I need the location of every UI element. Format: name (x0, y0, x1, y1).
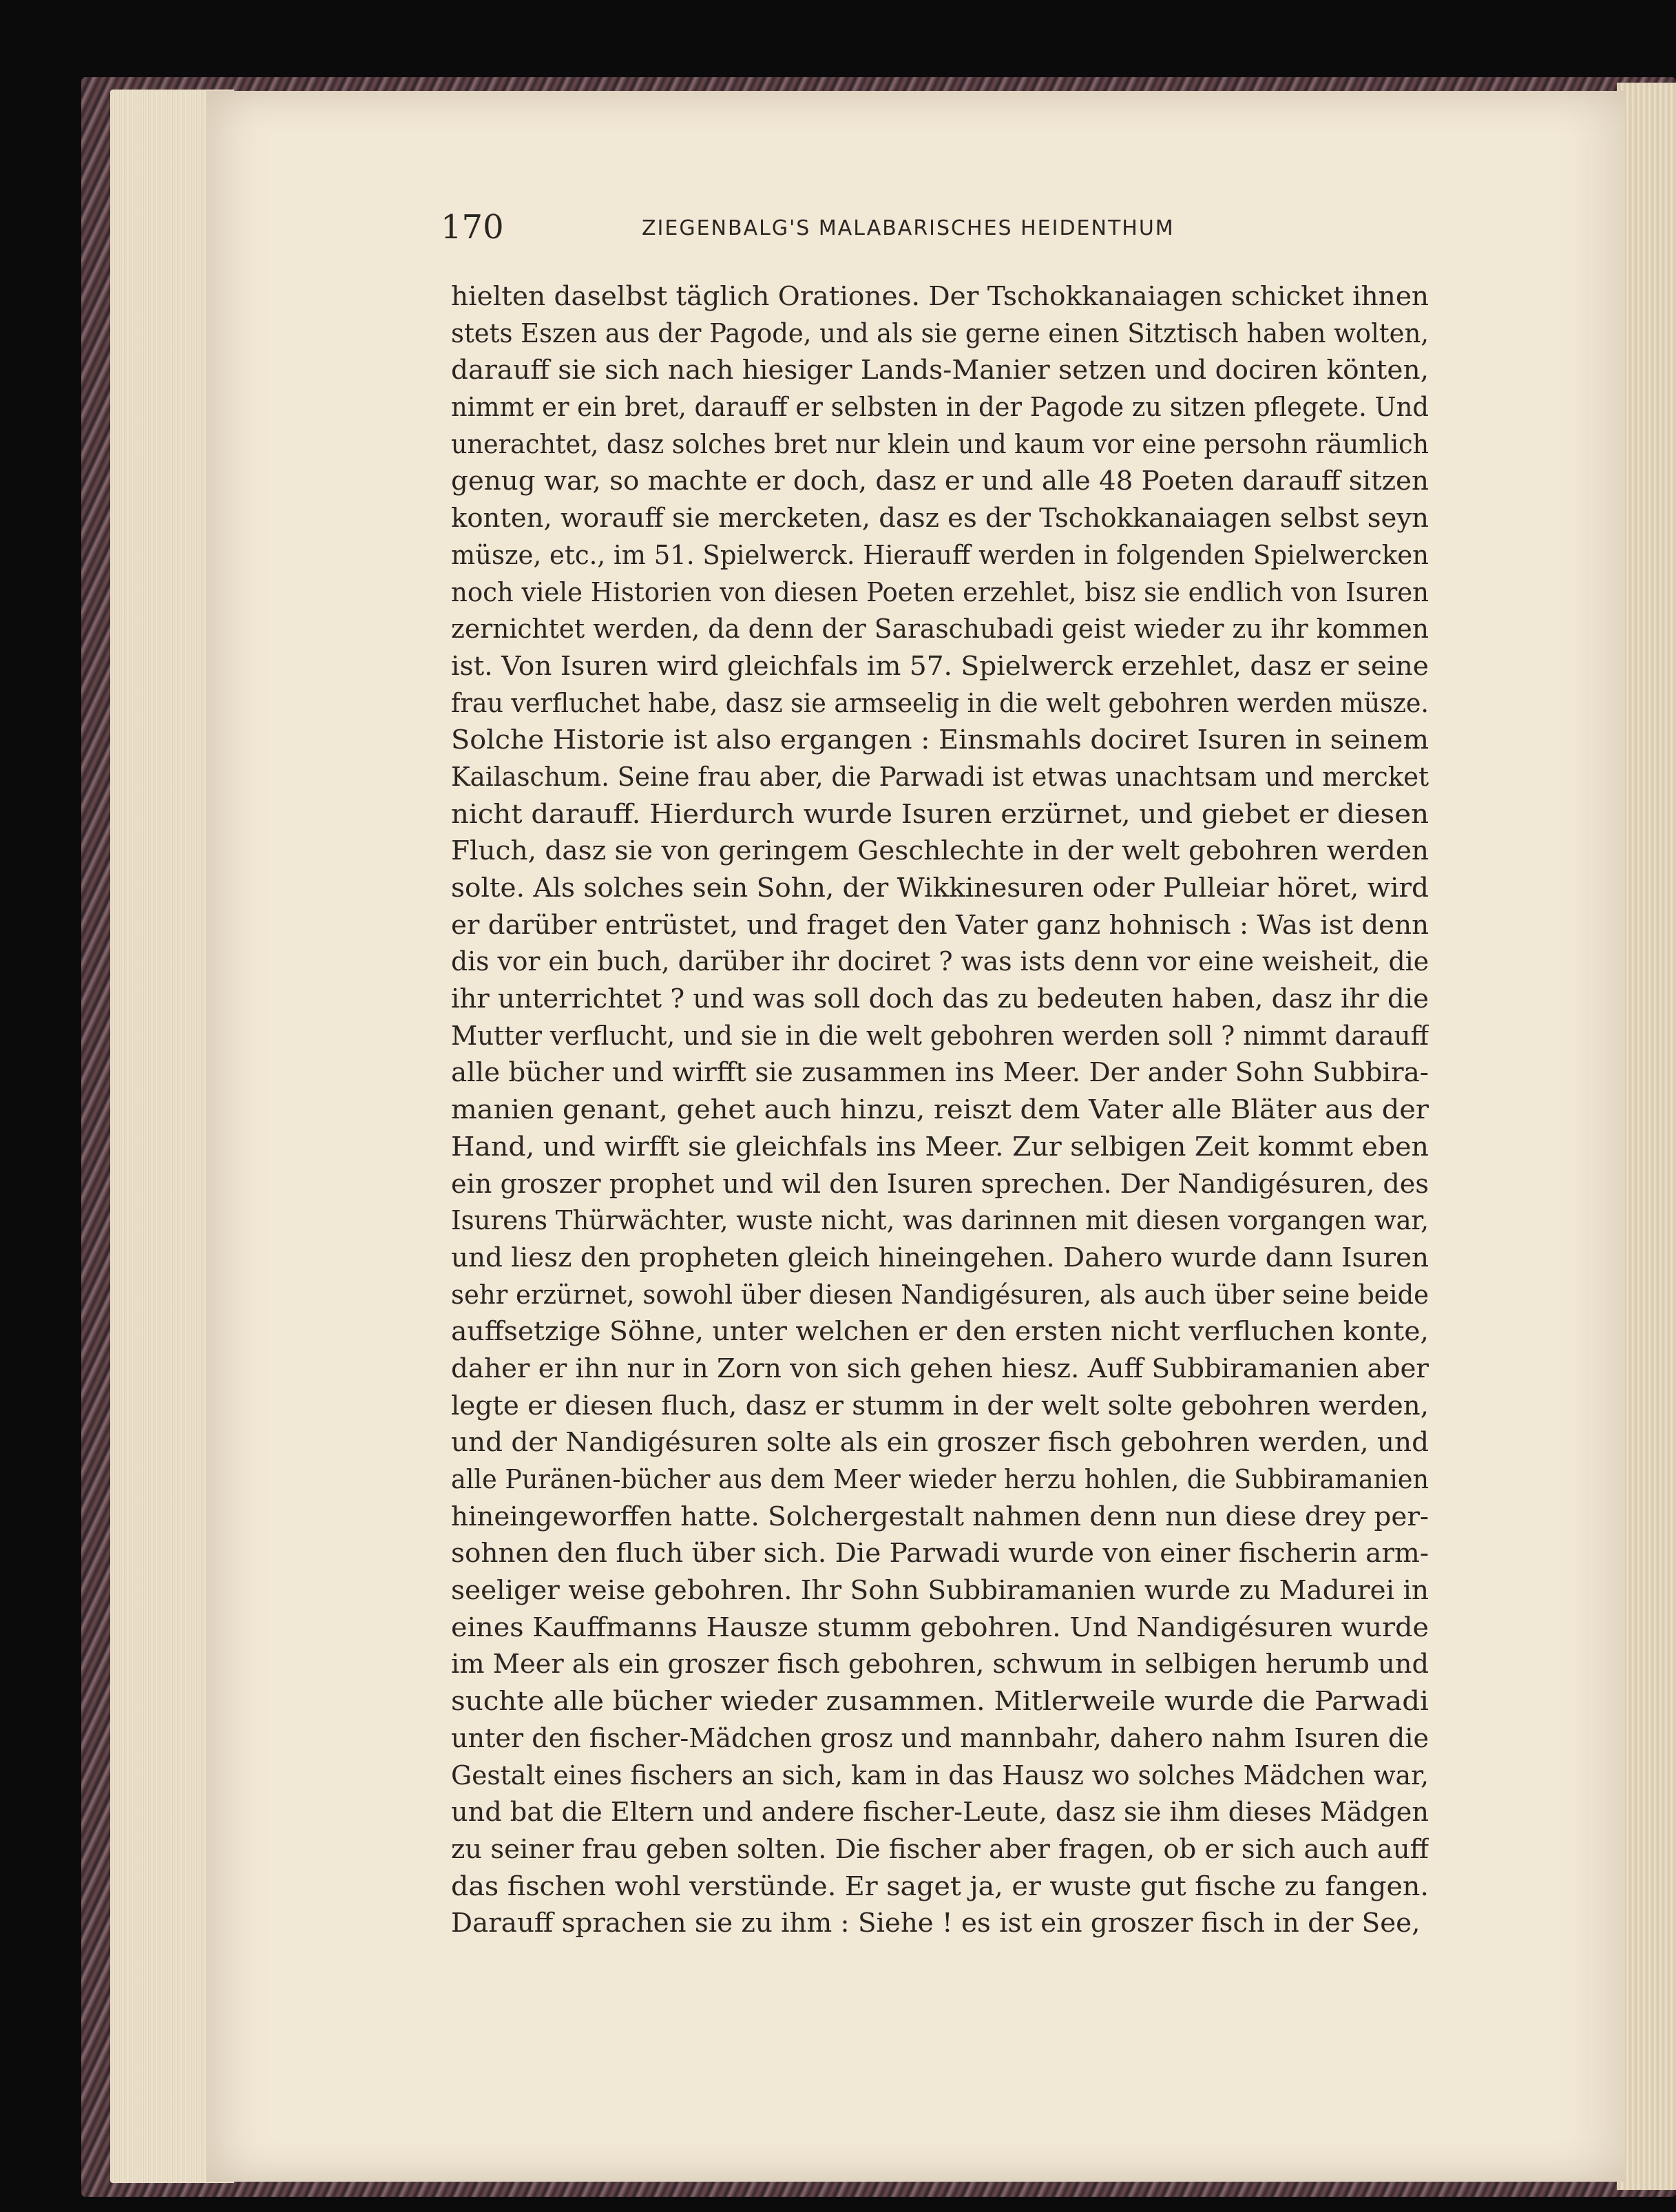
text-line (451, 943, 1429, 981)
text-line-content: darauff sie sich nach hiesiger Lands-Manier setzen und dociren könten, (451, 355, 1429, 386)
page-stack-right (1617, 83, 1676, 2190)
text-line-content: suchte alle bücher wieder zusammen. Mitlerweile wurde die Parwadi (451, 1686, 1429, 1717)
text-line (451, 1757, 1429, 1795)
text-line-content: Mutter verflucht, und sie in die welt gebohren werden soll ? nimmt darauff (451, 1020, 1429, 1051)
text-line (451, 1240, 1429, 1277)
text-line (451, 1018, 1429, 1055)
running-head: ZIEGENBALG'S MALABARISCHES HEIDENTHUM (642, 216, 1175, 240)
text-line-content: ihr unterrichtet ? und was soll doch das zu bedeuten haben, dasz ihr die (451, 983, 1429, 1014)
text-line (451, 870, 1429, 907)
text-line-content: sohnen den fluch über sich. Die Parwadi wurde von einer fischerin arm- (451, 1538, 1429, 1569)
text-line (451, 1350, 1429, 1388)
text-line (451, 685, 1429, 722)
text-line (451, 1794, 1429, 1831)
text-line-content: daher er ihn nur in Zorn von sich gehen hiesz. Auff Subbiramanien aber (451, 1353, 1429, 1384)
text-line-content: nicht darauff. Hierdurch wurde Isuren erzürnet, und giebet er diesen (451, 798, 1429, 829)
text-line-content: Isurens Thürwächter, wuste nicht, was darinnen mit diesen vorgangen war, (451, 1205, 1429, 1236)
text-line (451, 1388, 1429, 1425)
text-line (451, 1609, 1429, 1647)
text-line-content: legte er diesen fluch, dasz er stumm in der welt solte gebohren werden, (451, 1390, 1429, 1421)
text-line (451, 426, 1429, 463)
text-line-content: Fluch, dasz sie von geringem Geschlechte in der welt gebohren werden (451, 835, 1429, 866)
text-line (451, 315, 1429, 353)
text-line-content: im Meer als ein groszer fisch gebohren, schwum in selbigen herumb und (451, 1649, 1429, 1680)
text-line (451, 648, 1429, 685)
text-line (451, 1313, 1429, 1350)
text-line-content: solte. Als solches sein Sohn, der Wikkinesuren oder Pulleiar höret, wird (451, 873, 1429, 903)
text-line (451, 1166, 1429, 1203)
text-line-content: unerachtet, dasz solches bret nur klein und kaum vor eine persohn räumlich (451, 428, 1429, 459)
page-number: 170 (441, 208, 504, 247)
body-text (451, 278, 1429, 1942)
text-line-content: ein groszer prophet und wil den Isuren sprechen. Der Nandigésuren, des (451, 1168, 1429, 1199)
text-line-content: er darüber entrüstet, und fraget den Vater ganz hohnisch : Was ist denn (451, 909, 1429, 940)
text-line (451, 1129, 1429, 1166)
text-line (451, 796, 1429, 833)
text-line (451, 1683, 1429, 1720)
text-line-content: das fischen wohl verstünde. Er saget ja, er wuste gut fische zu fangen. (451, 1870, 1429, 1901)
text-line (451, 1499, 1429, 1536)
text-line (451, 907, 1429, 944)
text-line (451, 1054, 1429, 1092)
text-line-content: frau verfluchet habe, dasz sie armseelig in die welt gebohren werden müsze. (451, 687, 1429, 718)
text-line-content: alle bücher und wirfft sie zusammen ins Meer. Der ander Sohn Subbira- (451, 1057, 1429, 1088)
text-line-content: unter den fischer-Mädchen grosz und mannbahr, dahero nahm Isuren die (451, 1722, 1429, 1753)
text-line-content: noch viele Historien von diesen Poeten erzehlet, bisz sie endlich von Isuren (451, 576, 1429, 607)
text-line (451, 1277, 1429, 1314)
text-line-content: sehr erzürnet, sowohl über diesen Nandigésuren, als auch über seine beide (451, 1279, 1429, 1310)
text-line-content: Solche Historie ist also ergangen : Einsmahls dociret Isuren in seinem (451, 724, 1429, 755)
text-line (451, 759, 1429, 796)
text-line (451, 389, 1429, 426)
text-line-content: eines Kauffmanns Hausze stumm gebohren. Und Nandigésuren wurde (451, 1611, 1429, 1642)
text-line (451, 1202, 1429, 1240)
text-line-content: und bat die Eltern und andere fischer-Leute, dasz sie ihm dieses Mädgen (451, 1797, 1429, 1828)
text-line-content: hielten daselbst täglich Orationes. Der Tschokkanaiagen schicket ihnen (451, 281, 1429, 311)
text-line-content: Darauff sprachen sie zu ihm : Siehe ! es ist ein groszer fisch in der See, (451, 1908, 1421, 1939)
text-line-content: genug war, so machte er doch, dasz er und alle 48 Poeten darauff sitzen (451, 466, 1429, 497)
text-line (451, 1535, 1429, 1572)
text-line (451, 500, 1429, 537)
text-line-content: ist. Von Isuren wird gleichfals im 57. Spielwerck erzehlet, dasz er seine (451, 650, 1429, 681)
text-line (451, 574, 1429, 612)
text-line (451, 833, 1429, 870)
text-line (451, 1424, 1429, 1461)
text-line-content: alle Puränen-bücher aus dem Meer wieder herzu hohlen, die Subbiramanien (451, 1464, 1429, 1494)
text-line-content: müsze, etc., im 51. Spielwerck. Hierauff werden in folgenden Spielwercken (451, 539, 1429, 570)
text-line-content: Gestalt eines fischers an sich, kam in das Hausz wo solches Mädchen war, (451, 1760, 1429, 1791)
text-line (451, 1092, 1429, 1129)
text-line-content: Kailaschum. Seine frau aber, die Parwadi ist etwas unachtsam und mercket (451, 761, 1429, 792)
text-line (451, 1905, 1429, 1942)
text-line-content: stets Eszen aus der Pagode, und als sie gerne einen Sitztisch haben wolten, (451, 317, 1429, 348)
text-line-content: dis vor ein buch, darüber ihr dociret ? was ists denn vor eine weisheit, die (451, 946, 1429, 977)
text-line-content: Hand, und wirfft sie gleichfals ins Meer. Zur selbigen Zeit kommt eben (451, 1131, 1429, 1162)
text-line-content: und der Nandigésuren solte als ein groszer fisch gebohren werden, und (451, 1427, 1429, 1458)
text-line (451, 352, 1429, 389)
text-line (451, 981, 1429, 1018)
text-line (451, 1572, 1429, 1609)
text-line (451, 1720, 1429, 1757)
text-line (451, 1831, 1429, 1868)
text-line (451, 278, 1429, 315)
text-line-content: auffsetzige Söhne, unter welchen er den ersten nicht verfluchen konte, (451, 1316, 1429, 1347)
text-line-content: zu seiner frau geben solten. Die fischer aber fragen, ob er sich auch auff (451, 1833, 1429, 1864)
text-line (451, 463, 1429, 500)
text-line-content: und liesz den propheten gleich hineingehen. Dahero wurde dann Isuren (451, 1242, 1429, 1273)
text-line-content: manien genant, gehet auch hinzu, reiszt dem Vater alle Bläter aus der (451, 1094, 1429, 1125)
text-line (451, 611, 1429, 648)
text-line-content: hineingeworffen hatte. Solchergestalt nahmen denn nun diese drey per- (451, 1501, 1429, 1532)
text-line (451, 1868, 1429, 1906)
page-header (441, 201, 1418, 256)
text-line (451, 722, 1429, 759)
text-line (451, 537, 1429, 574)
text-line-content: zernichtet werden, da denn der Saraschubadi geist wieder zu ihr kommen (451, 614, 1429, 645)
text-line-content: konten, worauff sie mercketen, dasz es der Tschokkanaiagen selbst seyn (451, 503, 1429, 534)
text-line-content: seeliger weise gebohren. Ihr Sohn Subbiramanien wurde zu Madurei in (451, 1575, 1429, 1606)
text-line (451, 1461, 1429, 1499)
text-line (451, 1646, 1429, 1683)
text-line-content: nimmt er ein bret, darauff er selbsten in der Pagode zu sitzen pflegete. Und (451, 392, 1429, 423)
